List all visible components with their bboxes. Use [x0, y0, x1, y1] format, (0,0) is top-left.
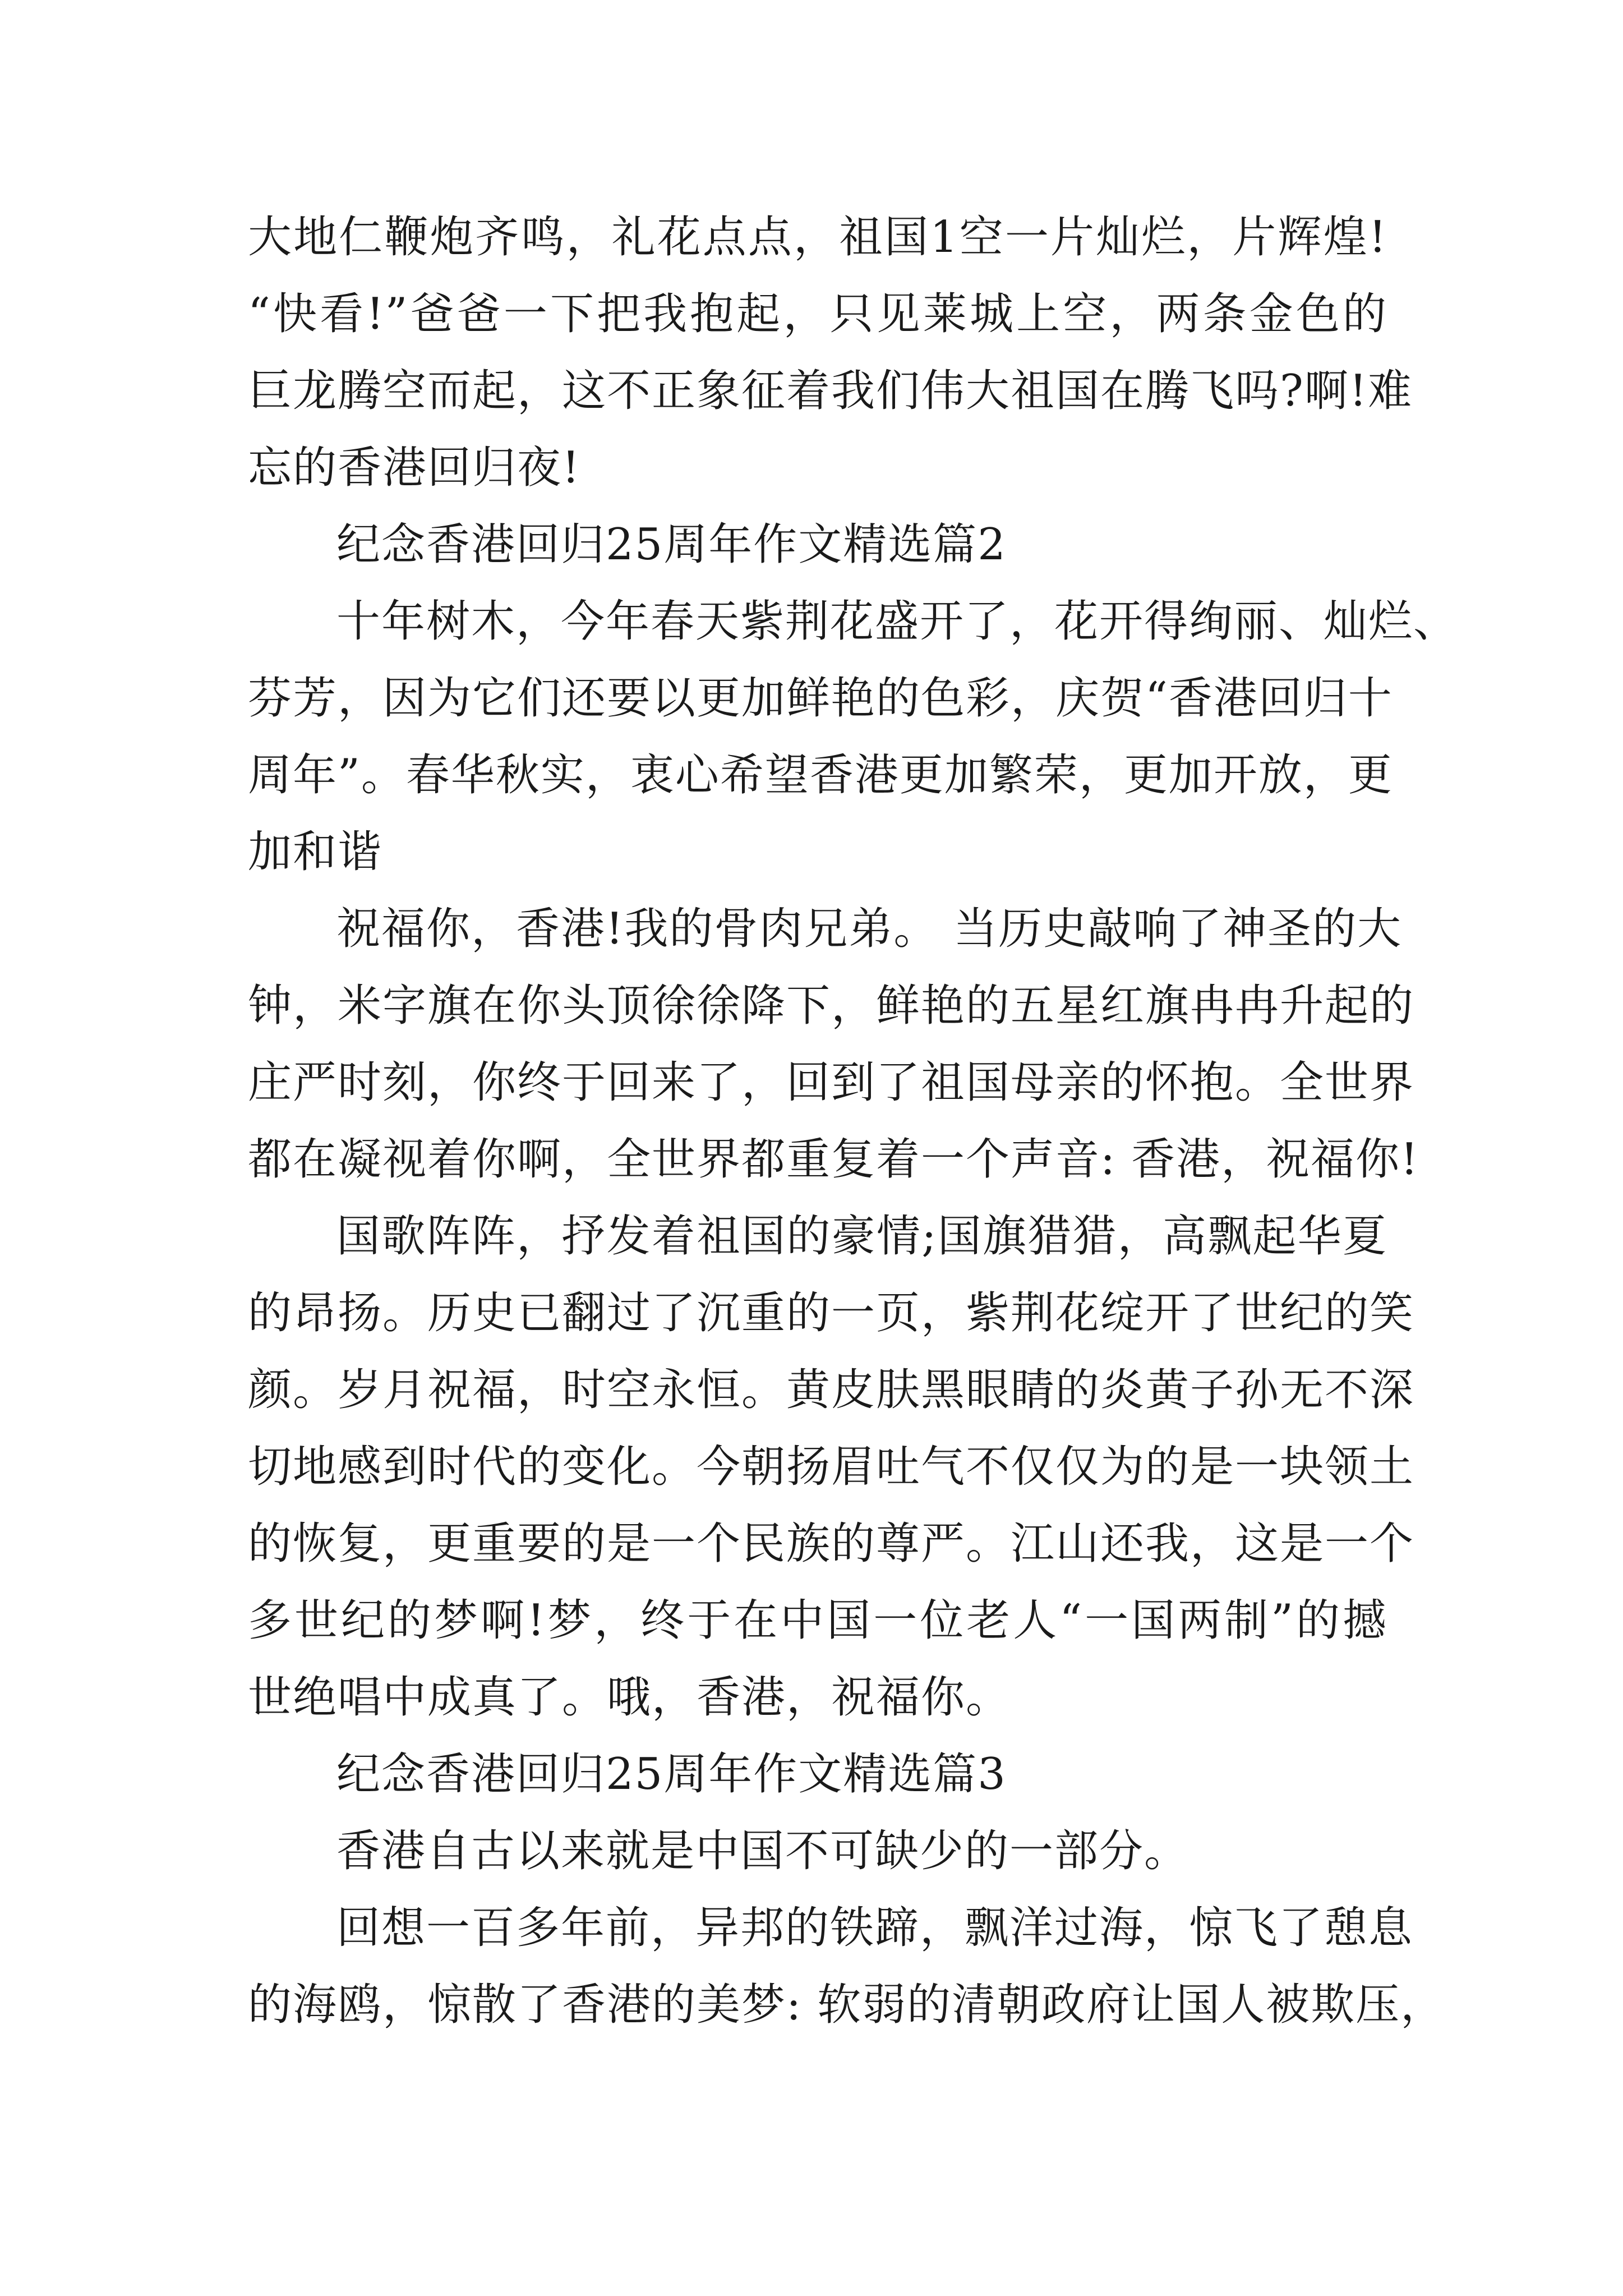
text-line: 祝福你，香港!我的骨肉兄弟。 当历史敲响了神圣的大 — [336, 904, 1403, 954]
section-heading: 纪念香港回归25周年作文精选篇3 — [336, 1749, 1007, 1800]
text-line: 巨龙腾空而起，这不正象征着我们伟大祖国在腾飞吗?啊!难 — [248, 366, 1413, 416]
text-line: 世绝唱中成真了。哦，香港，祝福你。 — [248, 1672, 1011, 1723]
text-line: 回想一百多年前，异邦的铁蹄，飘洋过海，惊飞了憩息 — [336, 1903, 1414, 1953]
text-line: 切地感到时代的变化。今朝扬眉吐气不仅仅为的是一块领土 — [248, 1442, 1415, 1492]
section-heading: 纪念香港回归25周年作文精选篇2 — [336, 519, 1007, 570]
text-line: 忘的香港回归夜! — [248, 443, 581, 493]
text-line: 周年”。春华秋实，衷心希望香港更加繁荣，更加开放，更 — [248, 750, 1393, 800]
text-line: 多世纪的梦啊!梦，终于在中国一位老人“一国两制”的撼 — [248, 1595, 1387, 1646]
text-line: 加和谐 — [248, 827, 383, 877]
text-line: 的昂扬。历史已翻过了沉重的一页，紫荆花绽开了世纪的笑 — [248, 1288, 1415, 1338]
text-line: 大地仁鞭炮齐鸣，礼花点点，祖国1空一片灿烂，片辉煌! — [248, 212, 1387, 263]
text-line: 国歌阵阵，抒发着祖国的豪情;国旗猎猎，高飘起华夏 — [336, 1211, 1387, 1262]
text-line: 香港自古以来就是中国不可缺少的一部分。 — [336, 1826, 1189, 1876]
text-line: “快看!”爸爸一下把我抱起，只见莱城上空，两条金色的 — [248, 289, 1387, 339]
text-line: 都在凝视着你啊，全世界都重复着一个声音: 香港，祝福你! — [248, 1134, 1419, 1185]
document-body — [248, 199, 1459, 2044]
text-line: 的海鸥，惊散了香港的美梦: 软弱的清朝政府让国人被欺压， — [248, 1980, 1446, 2030]
text-line: 的恢复，更重要的是一个民族的尊严。江山还我，这是一个 — [248, 1519, 1415, 1569]
text-line: 芬芳，因为它们还要以更加鲜艳的色彩，庆贺“香港回归十 — [248, 673, 1393, 724]
text-line: 十年树木，今年春天紫荆花盛开了，花开得绚丽、灿烂、 — [336, 596, 1459, 647]
text-line: 颜。岁月祝福，时空永恒。黄皮肤黑眼睛的炎黄子孙无不深 — [248, 1365, 1415, 1415]
text-line: 庄严时刻，你终于回来了，回到了祖国母亲的怀抱。全世界 — [248, 1057, 1415, 1108]
text-line: 钟，米字旗在你头顶徐徐降下，鲜艳的五星红旗冉冉升起的 — [248, 981, 1415, 1031]
